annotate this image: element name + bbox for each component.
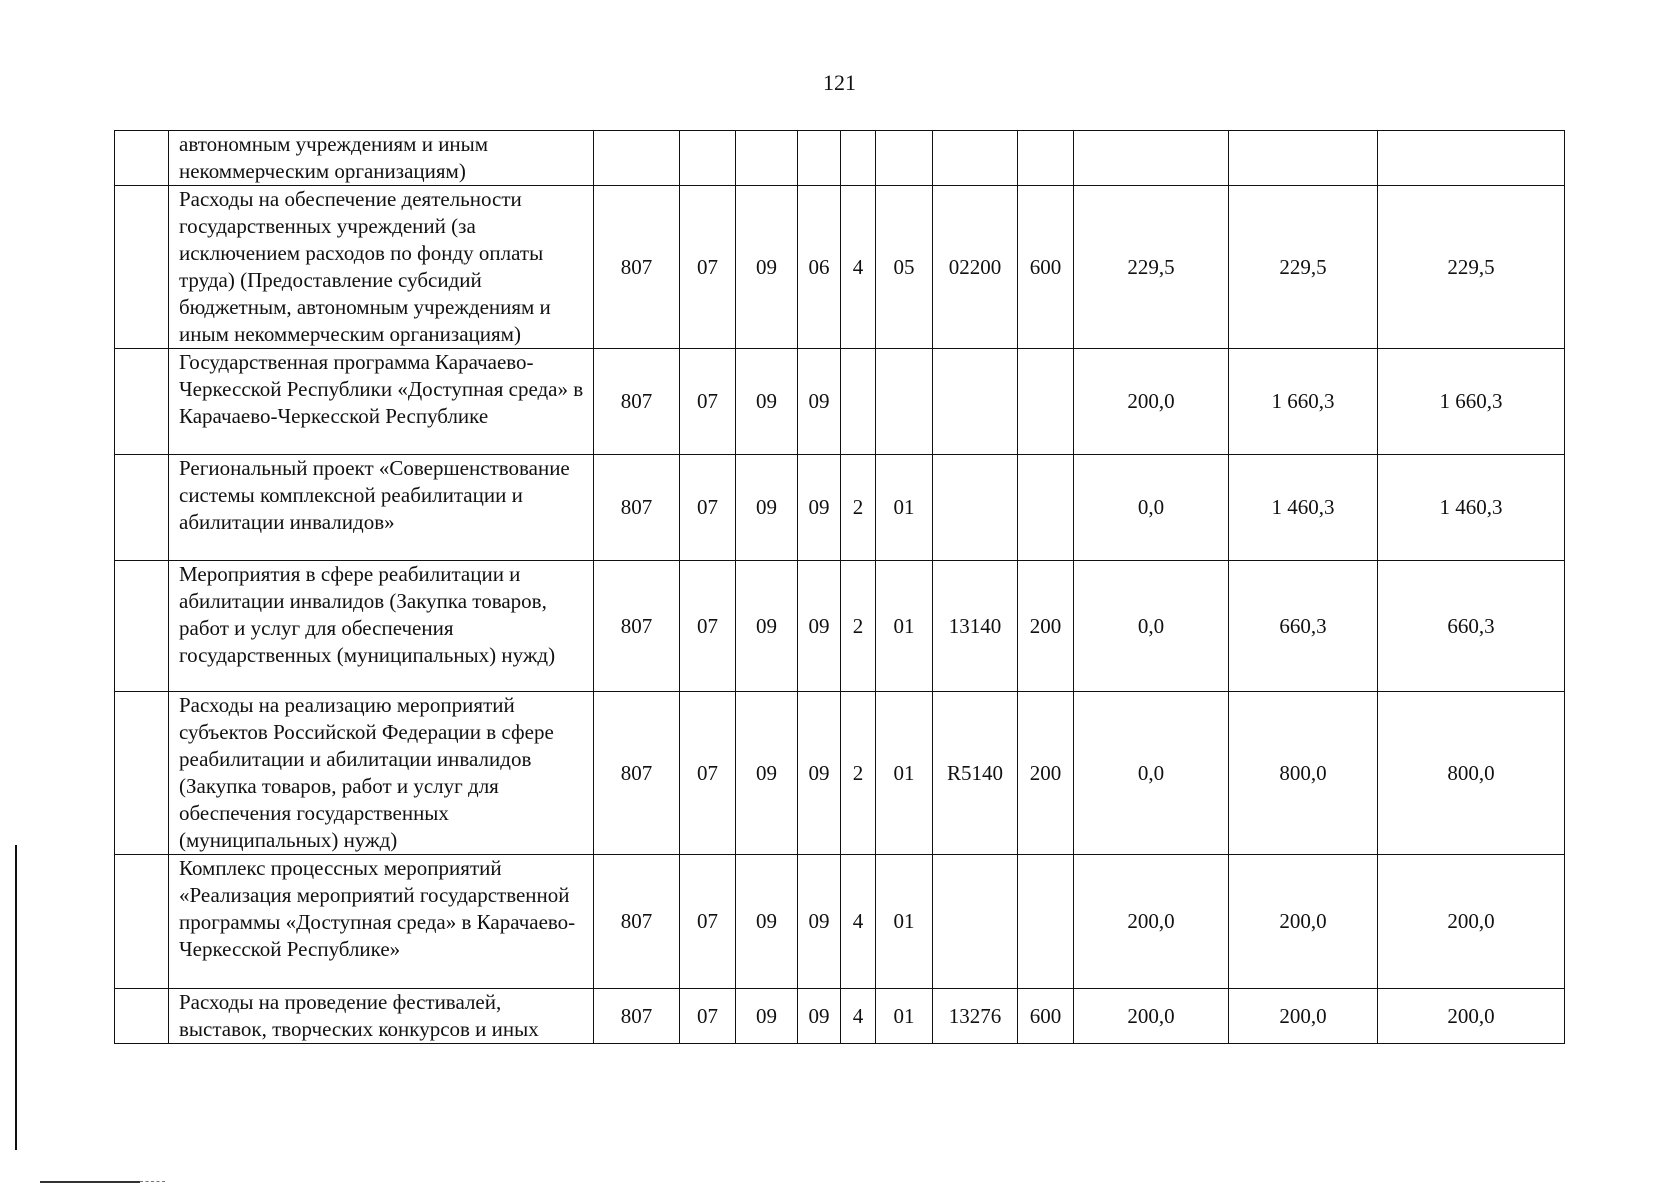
row-description: Мероприятия в сфере реабилитации и абилитации инвалидов (Закупка товаров, работ и услуг для обеспечения государственных (муниципальных) нужд) [169,561,594,692]
amount-year-3-cell: 229,5 [1378,186,1565,349]
row-number-cell [115,855,169,989]
code-section-cell: 07 [680,692,736,855]
code-item-cell [876,349,933,455]
amount-year-1-cell: 200,0 [1074,989,1229,1044]
row-description: Комплекс процессных мероприятий «Реализация мероприятий государственной программы «Доступная среда» в Карачаево-Черкесской Республике» [169,855,594,989]
code-expense-type-cell: 600 [1018,989,1074,1044]
code-subprogram-cell: 2 [841,455,876,561]
code-section-cell: 07 [680,455,736,561]
amount-year-2-cell: 200,0 [1229,989,1378,1044]
amount-year-1-cell: 200,0 [1074,855,1229,989]
amount-year-1-cell: 229,5 [1074,186,1229,349]
code-ministry-cell: 807 [594,692,680,855]
row-number-cell [115,455,169,561]
code-subsection-cell: 09 [736,855,798,989]
row-number-cell [115,186,169,349]
page-number: 121 [823,70,856,95]
code-section-cell: 07 [680,989,736,1044]
amount-year-3-cell: 200,0 [1378,855,1565,989]
code-subprogram-cell [841,131,876,186]
amount-year-3-cell: 200,0 [1378,989,1565,1044]
amount-year-3-cell: 1 460,3 [1378,455,1565,561]
row-description: Расходы на проведение фестивалей, выставок, творческих конкурсов и иных [169,989,594,1044]
row-description: Региональный проект «Совершенствование системы комплексной реабилитации и абилитации инвалидов» [169,455,594,561]
code-direction-cell [933,349,1018,455]
table-row [115,561,1565,692]
code-direction-cell: 02200 [933,186,1018,349]
amount-year-3-cell: 1 660,3 [1378,349,1565,455]
table-row [115,349,1565,455]
row-description: Расходы на обеспечение деятельности государственных учреждений (за исключением расходов по фонду оплаты труда) (Предоставление субсидий бюджетным, автономным учреждениям и иным некоммерческим организациям) [169,186,594,349]
code-item-cell: 01 [876,855,933,989]
code-subprogram-cell [841,349,876,455]
amount-year-1-cell: 0,0 [1074,561,1229,692]
row-number-cell [115,349,169,455]
code-direction-cell [933,855,1018,989]
code-subsection-cell: 09 [736,989,798,1044]
table-row [115,855,1565,989]
row-number-cell [115,561,169,692]
amount-year-2-cell: 1 660,3 [1229,349,1378,455]
code-subprogram-cell: 4 [841,989,876,1044]
code-program-cell: 09 [798,692,841,855]
code-subprogram-cell: 2 [841,692,876,855]
amount-year-2-cell: 229,5 [1229,186,1378,349]
code-direction-cell: 13140 [933,561,1018,692]
code-program-cell: 09 [798,349,841,455]
code-expense-type-cell [1018,349,1074,455]
amount-year-2-cell [1229,131,1378,186]
code-ministry-cell: 807 [594,349,680,455]
row-number-cell [115,692,169,855]
code-ministry-cell: 807 [594,455,680,561]
code-ministry-cell: 807 [594,989,680,1044]
code-ministry-cell: 807 [594,855,680,989]
code-subsection-cell: 09 [736,186,798,349]
code-program-cell: 06 [798,186,841,349]
amount-year-1-cell: 0,0 [1074,692,1229,855]
code-direction-cell [933,455,1018,561]
code-expense-type-cell: 200 [1018,561,1074,692]
row-description: автономным учреждениям и иным некоммерческим организациям) [169,131,594,186]
code-item-cell: 01 [876,455,933,561]
code-ministry-cell: 807 [594,186,680,349]
code-ministry-cell [594,131,680,186]
code-section-cell [680,131,736,186]
amount-year-2-cell: 200,0 [1229,855,1378,989]
row-number-cell [115,989,169,1044]
code-program-cell [798,131,841,186]
code-section-cell: 07 [680,186,736,349]
row-description: Расходы на реализацию мероприятий субъектов Российской Федерации в сфере реабилитации и абилитации инвалидов (Закупка товаров, работ и услуг для обеспечения государственных (муниципальных) нужд) [169,692,594,855]
code-program-cell: 09 [798,561,841,692]
code-expense-type-cell [1018,455,1074,561]
code-subsection-cell: 09 [736,349,798,455]
code-section-cell: 07 [680,349,736,455]
code-section-cell: 07 [680,855,736,989]
code-program-cell: 09 [798,455,841,561]
code-item-cell: 01 [876,989,933,1044]
code-item-cell: 01 [876,561,933,692]
amount-year-1-cell [1074,131,1229,186]
code-direction-cell: R5140 [933,692,1018,855]
code-expense-type-cell [1018,855,1074,989]
code-subprogram-cell: 2 [841,561,876,692]
amount-year-2-cell: 1 460,3 [1229,455,1378,561]
code-expense-type-cell [1018,131,1074,186]
table-row [115,692,1565,855]
code-subprogram-cell: 4 [841,186,876,349]
code-subsection-cell [736,131,798,186]
row-description: Государственная программа Карачаево-Черкесской Республики «Доступная среда» в Карачаево-Черкесской Республике [169,349,594,455]
code-subsection-cell: 09 [736,692,798,855]
code-direction-cell [933,131,1018,186]
table-row [115,131,1565,186]
code-program-cell: 09 [798,855,841,989]
table-row [115,186,1565,349]
amount-year-3-cell [1378,131,1565,186]
code-subsection-cell: 09 [736,455,798,561]
amount-year-2-cell: 800,0 [1229,692,1378,855]
table-row [115,455,1565,561]
amount-year-1-cell: 200,0 [1074,349,1229,455]
code-expense-type-cell: 200 [1018,692,1074,855]
footer-rule-dash [140,1181,165,1182]
budget-table [114,130,1565,1044]
code-subprogram-cell: 4 [841,855,876,989]
code-subsection-cell: 09 [736,561,798,692]
row-number-cell [115,131,169,186]
left-margin-rule [15,845,17,1150]
table-row [115,989,1565,1044]
code-item-cell: 01 [876,692,933,855]
code-item-cell [876,131,933,186]
amount-year-3-cell: 800,0 [1378,692,1565,855]
footer-rule [40,1181,140,1183]
code-section-cell: 07 [680,561,736,692]
code-program-cell: 09 [798,989,841,1044]
amount-year-3-cell: 660,3 [1378,561,1565,692]
code-ministry-cell: 807 [594,561,680,692]
amount-year-2-cell: 660,3 [1229,561,1378,692]
code-direction-cell: 13276 [933,989,1018,1044]
amount-year-1-cell: 0,0 [1074,455,1229,561]
code-item-cell: 05 [876,186,933,349]
code-expense-type-cell: 600 [1018,186,1074,349]
